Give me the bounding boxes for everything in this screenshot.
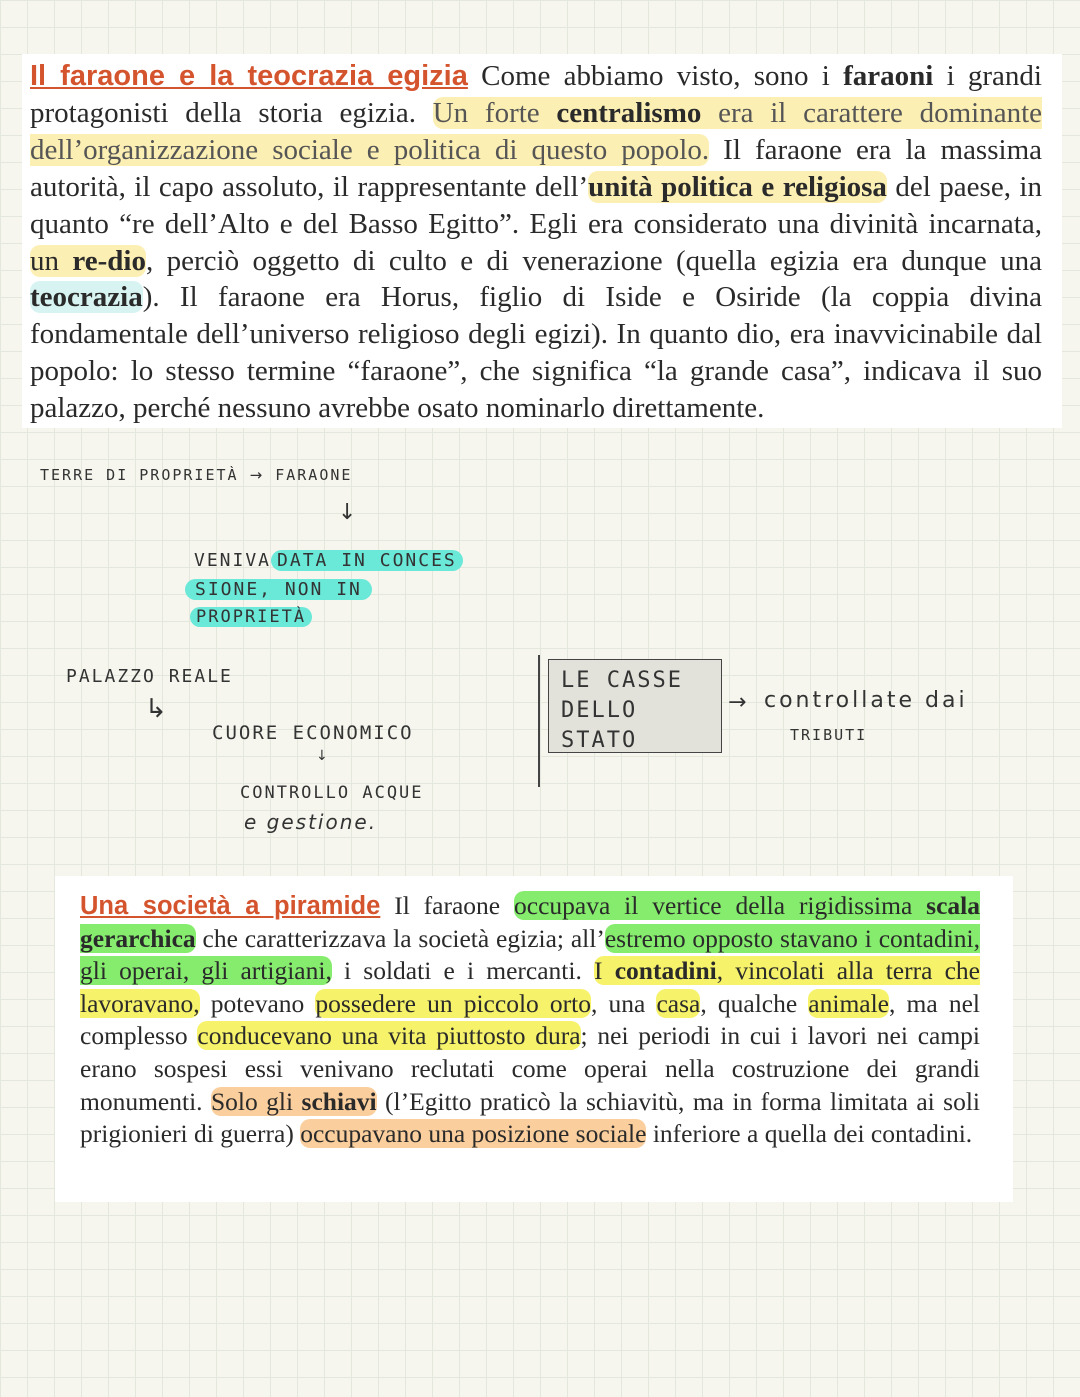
bold-term-theocracy: teocrazia — [30, 281, 143, 314]
bold-term-god-king: re-dio — [72, 244, 146, 277]
note-tributes: TRIBUTI — [790, 726, 868, 744]
bold-term-political-religious-unity: unità politica e religiosa — [588, 170, 887, 203]
section-title-pyramid: Una società a piramide — [80, 892, 381, 920]
text: Il faraone — [380, 891, 515, 920]
text: i grandi protagonisti della storia egizia. — [30, 60, 1042, 129]
text: un — [30, 244, 73, 277]
text: (l’Egitto praticò la schiavitù, ma in forma limitata ai soli prigionieri di guerra) — [80, 1086, 980, 1149]
divider-line — [538, 655, 540, 787]
text: , perciò oggetto di culto e di venerazione (quella egizia era dunque una — [145, 244, 1043, 277]
note-economic-core: CUORE ECONOMICO — [212, 722, 414, 744]
text: del paese, in quanto “re dell’Alto e del Basso Egitto”. Egli era considerato una divinità incarnata, — [30, 170, 1042, 240]
text: , ma nel complesso — [80, 988, 980, 1051]
text: Il faraone era la massima autorità, il capo assoluto, il rappresentante dell’ — [30, 133, 1042, 203]
bold-term-peasants: contadini — [614, 956, 717, 986]
note-text: DELLO — [561, 698, 638, 723]
arrow-right-icon: → — [249, 466, 265, 484]
note-management: e gestione. — [244, 810, 378, 834]
text: che caratterizzava la società egizia; all’ — [195, 923, 605, 953]
highlight-animal: animale — [808, 988, 890, 1018]
bold-term-slaves: schiavi — [301, 1086, 377, 1116]
highlight-garden: possedere un piccolo orto — [315, 988, 591, 1018]
note-royal-palace: PALAZZO REALE — [66, 666, 233, 687]
text: potevano — [199, 988, 316, 1018]
text: i soldati e i mercanti. — [331, 956, 595, 986]
note-concession-line3 — [190, 607, 312, 627]
text: era il carattere dominante dell’organizzazione sociale e politica di questo popolo. — [30, 96, 1043, 166]
paragraph-pyramid-society — [80, 890, 980, 1151]
text: Solo gli — [210, 1086, 302, 1116]
textbook-excerpt-pyramid-society — [55, 876, 1013, 1202]
text: , una — [591, 988, 657, 1018]
text: , vincolati alla terra che lavoravano, — [80, 956, 980, 1018]
note-text: LE CASSE — [561, 668, 683, 693]
state-treasury-box — [548, 659, 722, 753]
note-highlight: PROPRIETÀ — [190, 607, 312, 627]
textbook-excerpt-pharaoh — [22, 54, 1062, 428]
section-title-pharaoh: Il faraone e la teocrazia egizia — [30, 60, 468, 92]
arrow-down-icon: ↓ — [316, 748, 330, 764]
note-text: STATO — [561, 728, 638, 753]
text: , qualche — [700, 988, 809, 1018]
highlight-slaves — [211, 1087, 377, 1116]
bold-term-pharaohs: faraoni — [843, 60, 934, 92]
text: Un forte — [432, 96, 557, 129]
highlight-hard-life: conducevano una vita piuttosto dura — [197, 1021, 581, 1051]
text: I — [594, 956, 615, 986]
bold-term-hierarchy: scala gerarchica — [80, 891, 980, 953]
text: Come abbiamo visto, sono i — [467, 60, 844, 92]
paragraph-pharaoh-theocracy — [30, 58, 1042, 427]
highlight-god-king — [30, 245, 146, 277]
note-text: FARAONE — [275, 466, 353, 484]
note-highlight: DATA IN CONCES — [271, 550, 463, 571]
note-text: VENIVA — [194, 550, 272, 571]
arrow-corner-icon: ↳ — [145, 694, 169, 724]
text: inferiore a quella dei contadini. — [646, 1119, 973, 1149]
text: ; nei periodi in cui i lavori nei campi erano sospesi essi venivano reclutati come operai nella costruzione dei grandi monumenti. — [80, 1021, 980, 1116]
bold-term-centralism: centralismo — [556, 96, 702, 129]
note-concession-line2 — [185, 579, 372, 600]
arrow-right-icon: → — [728, 690, 749, 715]
state-treasury-text — [561, 666, 683, 756]
note-text: TERRE DI PROPRIETÀ — [40, 466, 239, 484]
highlight-opposite-end: estremo opposto stavano i contadini, gli operai, gli artigiani, — [80, 923, 980, 986]
note-highlight: SIONE, NON IN — [185, 579, 372, 600]
note-controlled-by: controllate dai — [764, 688, 968, 713]
note-concession-line1 — [194, 550, 463, 571]
arrow-down-icon: ↓ — [338, 500, 359, 525]
text: ). Il faraone era Horus, figlio di Iside e Osiride (la coppia divina fondamentale dell’universo religioso degli egizi). In quanto dio, era inavvicinabile dal popolo: lo stesso termine “faraone”, che significa “la grande casa”, indicava il suo palazzo, perché nessuno avrebbe osato nominarlo direttamente. — [30, 281, 1042, 425]
highlight-social-position: occupavano una posizione sociale — [300, 1119, 647, 1149]
text: occupava il vertice della rigidissima — [514, 891, 927, 920]
note-water-control: CONTROLLO ACQUE — [240, 783, 424, 803]
highlight-house: casa — [656, 988, 701, 1018]
note-lands-owned — [40, 466, 352, 484]
